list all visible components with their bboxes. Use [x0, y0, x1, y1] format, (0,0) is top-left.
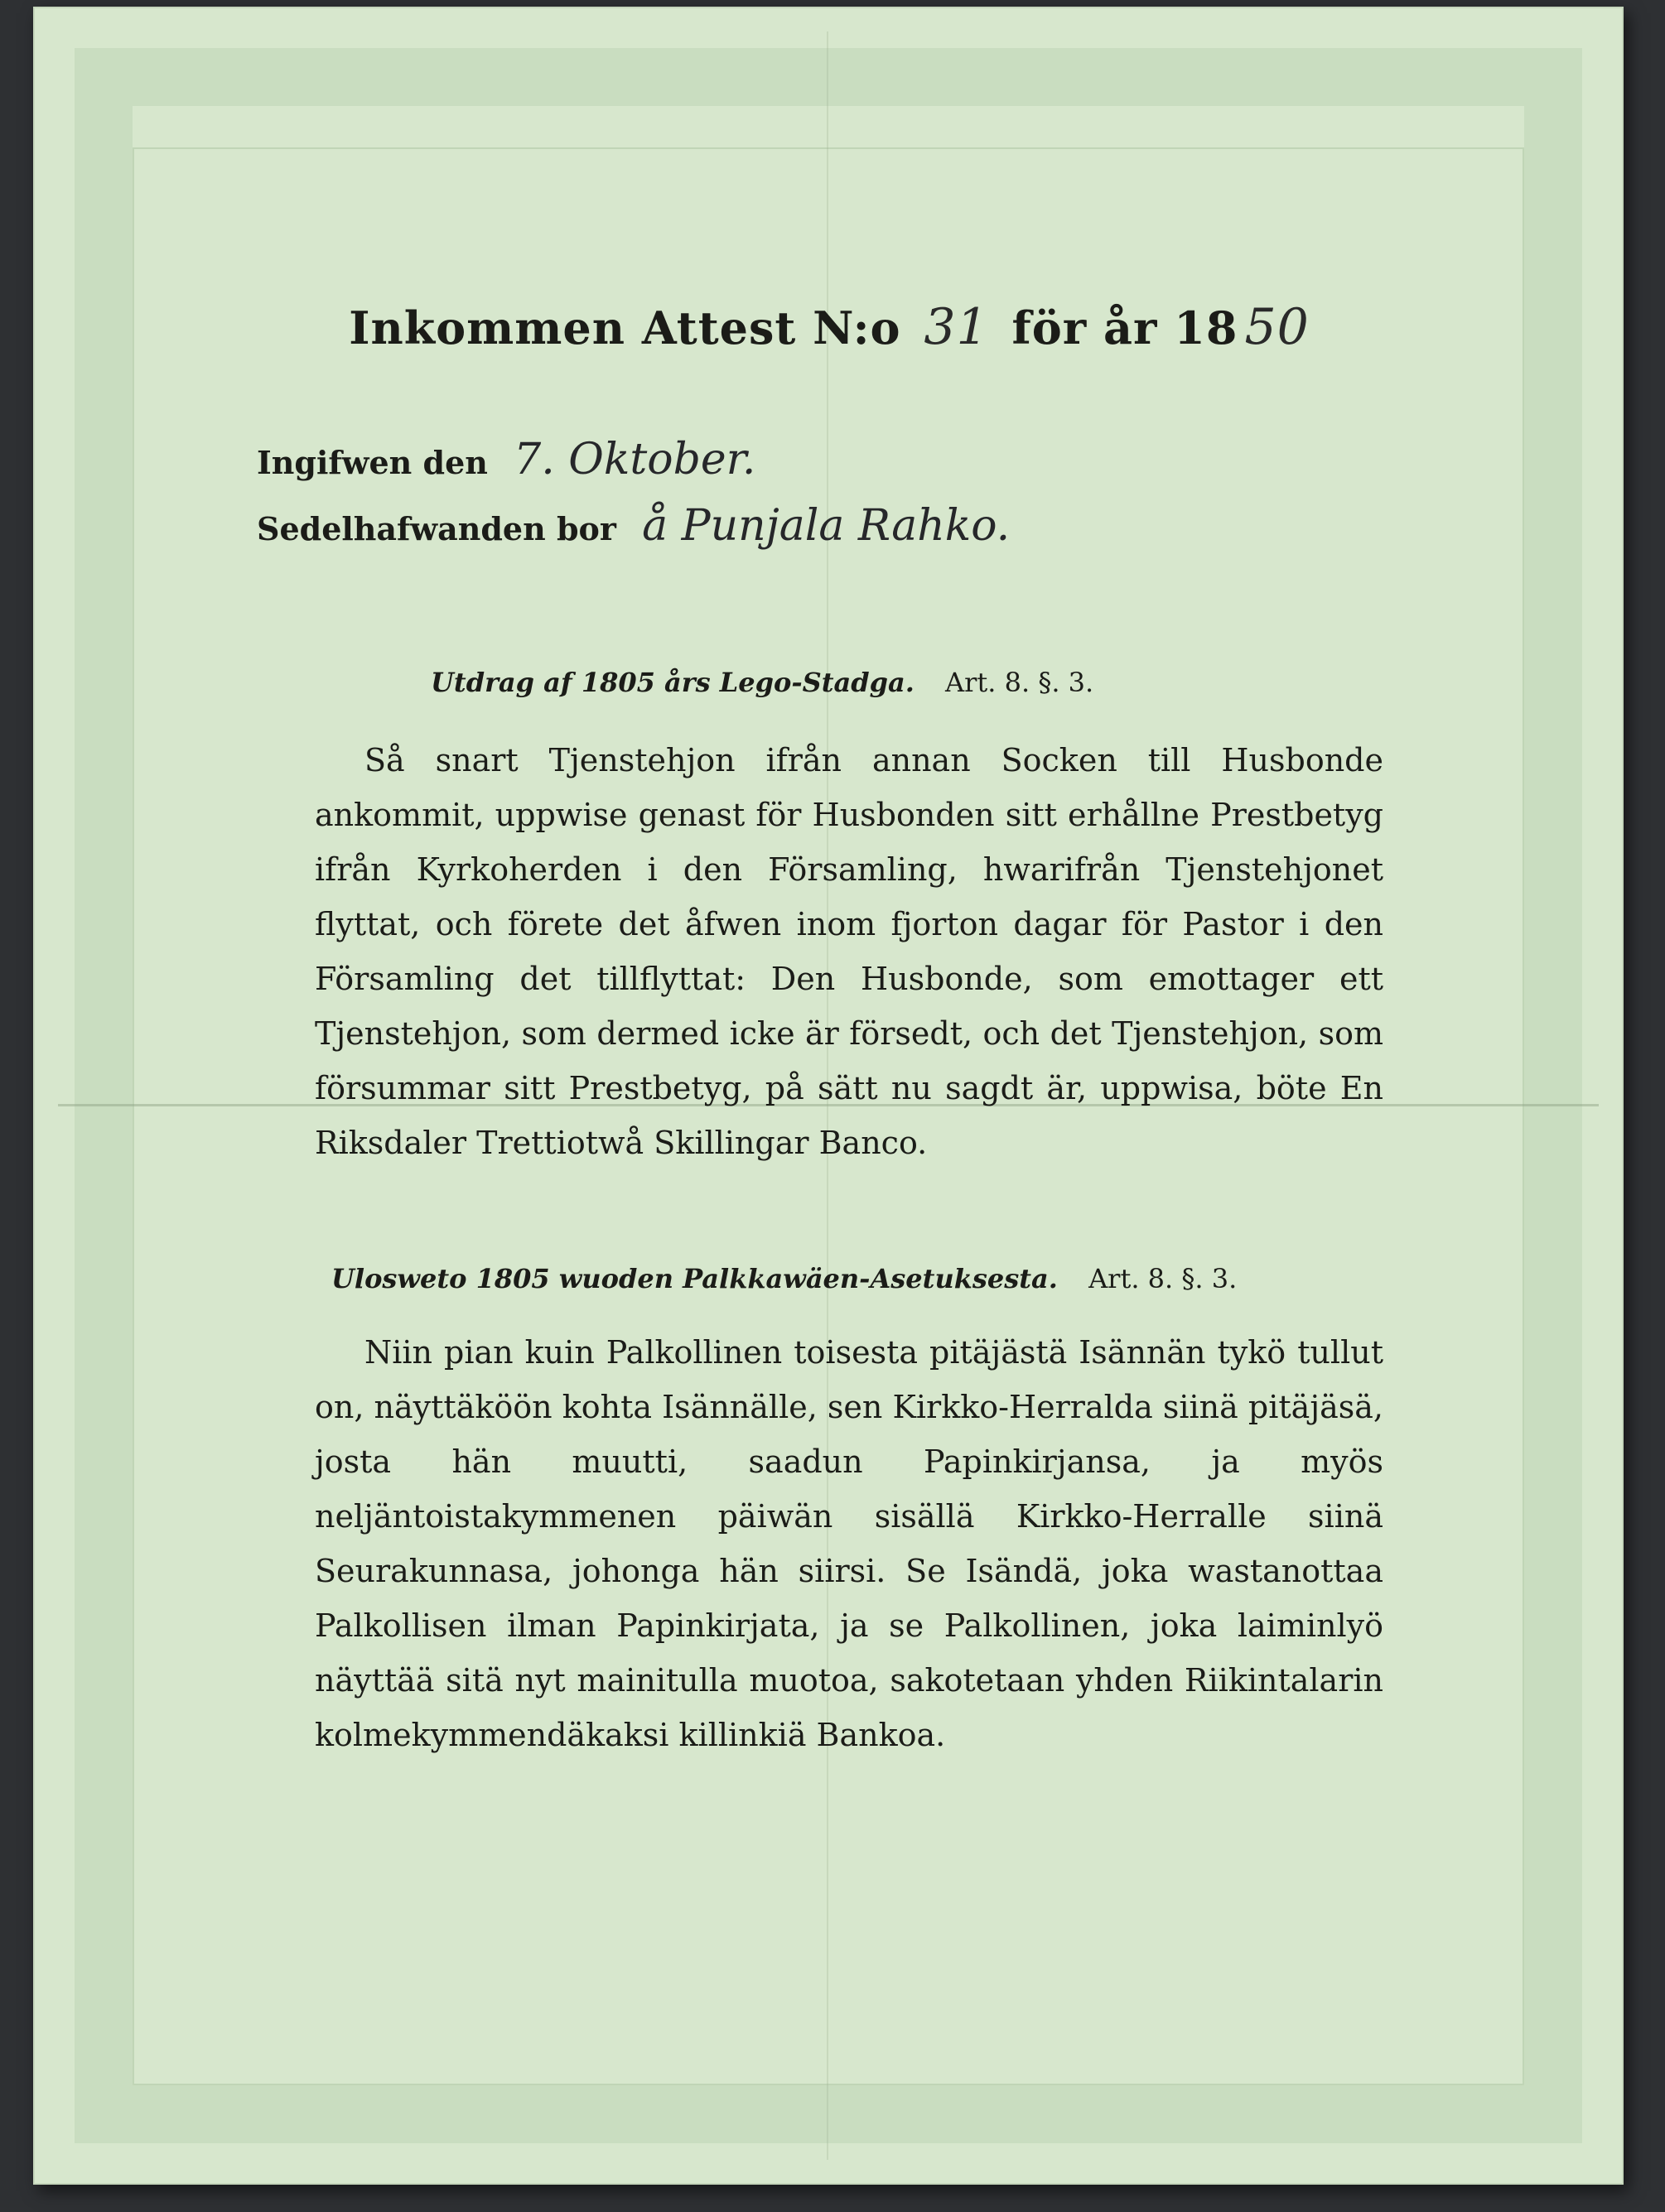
field-value-handwritten: å Punjala Rahko.	[642, 501, 1011, 551]
section-article: Art. 8. §. 3.	[1088, 1263, 1238, 1294]
paragraph-text: Niin pian kuin Palkollinen toisesta pitäjästä Isännän tykö tullut on, näyttäköön kohta Isännälle, sen Kirkko-Herralda siinä pitäjäsä, josta hän muutti, saadun Papinkirjansa, ja myös neljäntoistakymmenen päiwän sisällä Kirkko-Herralle siinä Seurakunnasa, johonga hän siirsi. Se Isändä, joka wastanottaa Palkollisen ilman Papinkirjata, ja se Palkollinen, joka laiminlyö näyttää sitä nyt mainitulla muotoa, sakotetaan yhden Riikintalarin kolmekymmendäkaksi killinkiä Bankoa.	[315, 1334, 1383, 1753]
section-title: Ulosweto 1805 wuoden Palkkawäen-Asetuksesta.	[331, 1263, 1058, 1294]
field-label: Sedelhafwanden bor	[257, 510, 616, 547]
paragraph-text: Så snart Tjenstehjon ifrån annan Socken till Husbonde ankommit, uppwise genast för Husbonden sitt erhållne Prestbetyg ifrån Kyrkoherden i den Församling, hwarifrån Tjenstehjonet flyttat, och förete det åfwen inom fjorton dagar för Pastor i den Församling det tillflyttat: Den Husbonde, som emottager ett Tjenstehjon, som dermed icke är försedt, och det Tjenstehjon, som försummar sitt Prestbetyg, på sätt nu sagdt är, uppwisa, böte En Riksdaler Trettiotwå Skillingar Banco.	[315, 742, 1383, 1161]
residence-field	[257, 501, 1010, 551]
section-heading-finnish	[331, 1263, 1237, 1294]
section-title: Utdrag af 1805 års Lego-Stadga.	[431, 667, 915, 698]
attest-number: 31	[924, 298, 989, 356]
section-article: Art. 8. §. 3.	[945, 667, 1094, 698]
section-text-swedish	[315, 733, 1383, 1170]
section-text-finnish	[315, 1325, 1383, 1762]
title-middle: för år 18	[1011, 301, 1238, 354]
field-value-handwritten: 7. Oktober.	[514, 435, 756, 484]
year-suffix: 50	[1244, 298, 1310, 356]
field-label: Ingifwen den	[257, 444, 488, 481]
submitted-date-field	[257, 435, 755, 484]
document-title	[0, 298, 1665, 356]
title-prefix: Inkommen Attest N:o	[349, 301, 901, 354]
section-heading-swedish	[431, 667, 1093, 698]
